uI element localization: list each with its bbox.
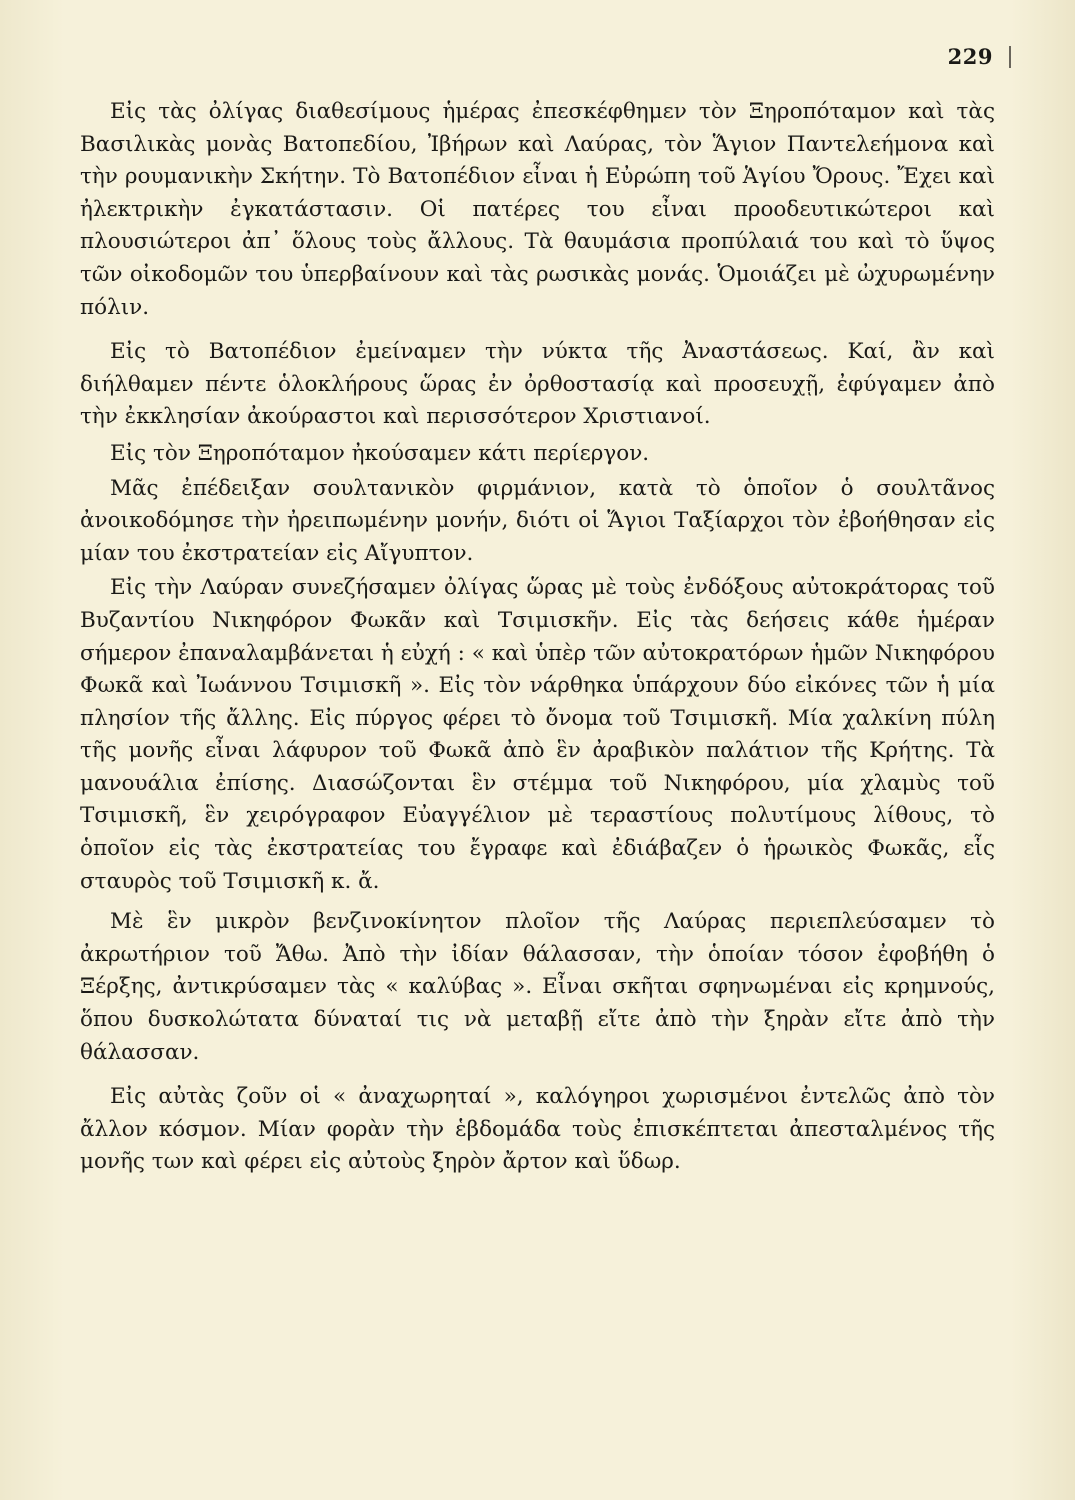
paragraph-hermits: Εἰς αὐτὰς ζοῦν οἱ « ἀναχωρηταί », καλόγηροι χωρισμένοι ἐντελῶς ἀπὸ τὸν ἄλλον κόσμον. Μίαν φορὰν τὴν ἑβδομάδα τοὺς ἐπισκέπτεται ἀπεσταλμένος τῆς μονῆς των καὶ φέρει εἰς αὐτοὺς ξηρὸν ἄρτον καὶ ὕδωρ. (80, 1084, 995, 1175)
page-edge-mark (1009, 46, 1011, 68)
paragraph-lavra-emperors: Εἰς τὴν Λαύραν συνεζήσαμεν ὀλίγας ὥρας μὲ τοὺς ἐνδόξους αὐτοκράτορας τοῦ Βυζαντίου Νικηφόρον Φωκᾶν καὶ Τσιμισκῆν. Εἰς τὰς δεήσεις κάθε ἡμέραν σήμερον ἐπαναλαμβάνεται ἡ εὐχή : « καὶ ὑπὲρ τῶν αὐτοκρατόρων ἡμῶν Νικηφόρου Φωκᾶ καὶ Ἰωάννου Τσιμισκῆ ». Εἰς τὸν νάρθηκα ὑπάρχουν δύο εἰκόνες τῶν ἡ μία πλησίον τῆς ἄλλης. Εἰς πύργος φέρει τὸ ὄνομα τοῦ Τσιμισκῆ. Μία χαλκίνη πύλη τῆς μονῆς εἶναι λάφυρον τοῦ Φωκᾶ ἀπὸ ἓν ἀραβικὸν παλάτιον τῆς Κρήτης. Τὰ μανουάλια ἐπίσης. Διασώζονται ἓν στέμμα τοῦ Νικηφόρου, μία χλαμὺς τοῦ Τσιμισκῆ, ἓν χειρόγραφον Εὐαγγέλιον μὲ τεραστίους πολυτίμους λίθους, τὸ ὁποῖον εἰς τὰς ἐκστρατείας του ἔγραφε καὶ ἐδιάβαζεν ὁ ἡρωικὸς Φωκᾶς, εἷς σταυρὸς τοῦ Τσιμισκῆ κ. ἄ. (80, 575, 995, 894)
paragraph-vatopedi-visit: Εἰς τὰς ὀλίγας διαθεσίμους ἡμέρας ἐπεσκέφθημεν τὸν Ξηροπόταμον καὶ τὰς Βασιλικὰς μονὰς Βατοπεδίου, Ἰβήρων καὶ Λαύρας, τὸν Ἅγιον Παντελεήμονα καὶ τὴν ρουμανικὴν Σκήτην. Τὸ Βατοπέδιον εἶναι ἡ Εὐρώπη τοῦ Ἁγίου Ὄρους. Ἔχει καὶ ἠλεκτρικὴν ἐγκατάστασιν. Οἱ πατέρες του εἶναι προοδευτικώτεροι καὶ πλουσιώτεροι ἀπ᾽ ὅλους τοὺς ἄλλους. Τὰ θαυμάσια προπύλαιά του καὶ τὸ ὕψος τῶν οἰκοδομῶν του ὑπερβαίνουν καὶ τὰς ρωσικὰς μονάς. Ὁμοιάζει μὲ ὠχυρωμένην πόλιν. (80, 99, 995, 320)
body-text (80, 96, 995, 1179)
paragraph-athos-cape: Μὲ ἓν μικρὸν βενζινοκίνητον πλοῖον τῆς Λαύρας περιεπλεύσαμεν τὸ ἀκρωτήριον τοῦ Ἄθω. Ἀπὸ τὴν ἰδίαν θάλασσαν, τὴν ὁποίαν τόσον ἐφοβήθη ὁ Ξέρξης, ἀντικρύσαμεν τὰς « καλύβας ». Εἶναι σκῆται σφηνωμέναι εἰς κρημνούς, ὅπου δυσκολώτατα δύναταί τις νὰ μεταβῇ εἴτε ἀπὸ τὴν ξηρὰν εἴτε ἀπὸ τὴν θάλασσαν. (80, 909, 995, 1065)
paragraph-sultan-firman: Μᾶς ἐπέδειξαν σουλτανικὸν φιρμάνιον, κατὰ τὸ ὁποῖον ὁ σουλτᾶνος ἀνοικοδόμησε τὴν ἠρειπωμένην μονήν, διότι οἱ Ἅγιοι Ταξίαρχοι τὸν ἐβοήθησαν εἰς μίαν του ἐκστρατείαν εἰς Αἴγυπτον. (80, 475, 995, 566)
page-number: 229 (947, 44, 993, 69)
paragraph-xiropotamou: Εἰς τὸν Ξηροπόταμον ἠκούσαμεν κάτι περίεργον. (110, 440, 650, 466)
paragraph-easter-night: Εἰς τὸ Βατοπέδιον ἐμείναμεν τὴν νύκτα τῆς Ἀναστάσεως. Καί, ἂν καὶ διήλθαμεν πέντε ὁλοκλήρους ὥρας ἐν ὀρθοστασίᾳ καὶ προσευχῇ, ἐφύγαμεν ἀπὸ τὴν ἐκκλησίαν ἀκούραστοι καὶ περισσότερον Χριστιανοί. (80, 339, 995, 430)
